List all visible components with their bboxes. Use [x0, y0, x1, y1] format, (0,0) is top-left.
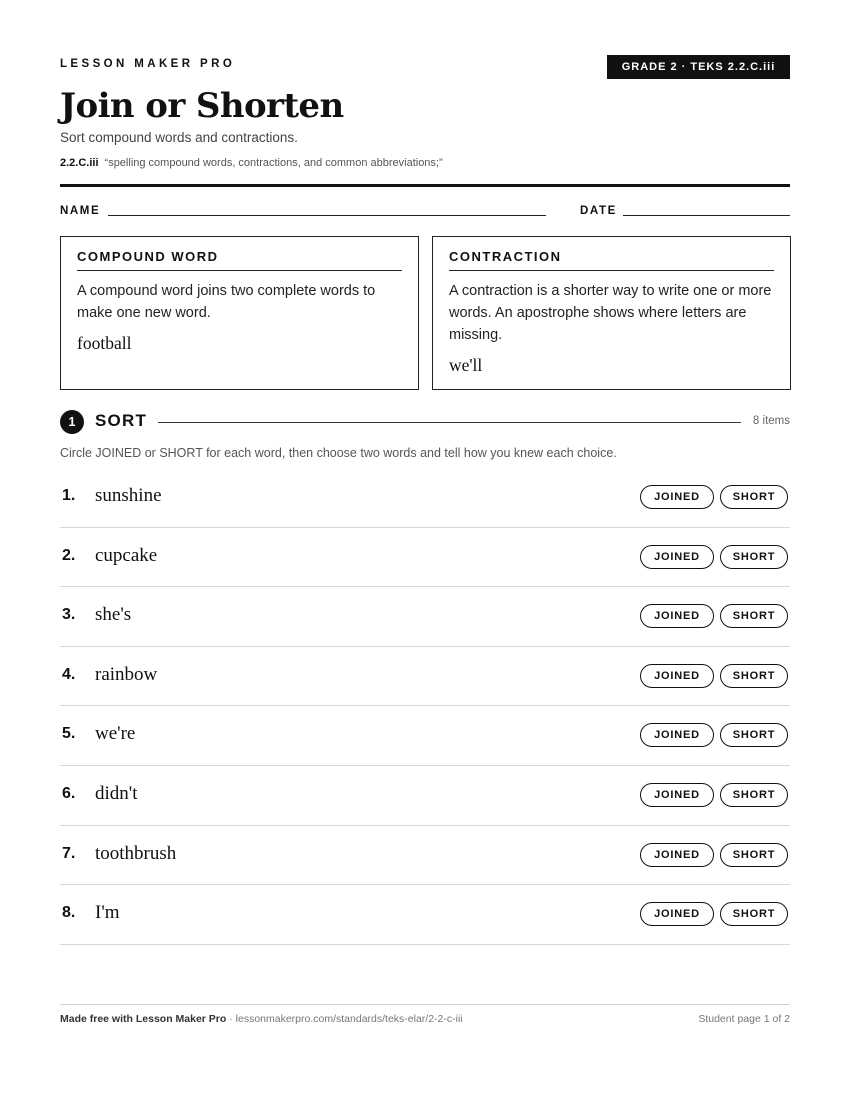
sort-item-row	[60, 826, 790, 886]
item-word: sunshine	[95, 485, 162, 506]
sort-item-row	[60, 528, 790, 588]
header-divider	[60, 184, 790, 187]
short-choice-pill[interactable]: SHORT	[720, 604, 788, 628]
footer-credit	[60, 1013, 463, 1025]
worksheet-title: Join or Shorten	[60, 86, 344, 126]
short-choice-pill[interactable]: SHORT	[720, 485, 788, 509]
compound-word-definition-box	[60, 236, 419, 390]
definition-text: A compound word joins two complete words to make one new word.	[77, 283, 376, 321]
joined-choice-pill[interactable]: JOINED	[640, 843, 714, 867]
sort-item-row	[60, 706, 790, 766]
date-input-line[interactable]	[623, 215, 790, 216]
joined-choice-pill[interactable]: JOINED	[640, 902, 714, 926]
grade-badge: GRADE 2 · TEKS 2.2.C.iii	[607, 55, 790, 79]
definition-example: we'll	[449, 355, 483, 375]
short-choice-pill[interactable]: SHORT	[720, 783, 788, 807]
name-label: NAME	[60, 205, 101, 217]
item-number: 8.	[62, 904, 76, 922]
section-number-badge: 1	[60, 410, 84, 434]
joined-choice-pill[interactable]: JOINED	[640, 664, 714, 688]
item-word: didn't	[95, 782, 138, 804]
item-word: she's	[95, 604, 132, 626]
footer-divider	[60, 1004, 790, 1005]
section-divider	[158, 422, 741, 423]
section-instructions: Circle JOINED or SHORT for each word, then choose two words and tell how you knew each choice.	[60, 446, 617, 460]
footer-url-link[interactable]: · lessonmakerpro.com/standards/teks-elar/2-2-c-iii	[226, 1013, 463, 1025]
item-word: cupcake	[95, 544, 158, 566]
joined-choice-pill[interactable]: JOINED	[640, 545, 714, 569]
standard-code: 2.2.C.iii	[60, 157, 99, 169]
joined-choice-pill[interactable]: JOINED	[640, 783, 714, 807]
definition-example: football	[77, 333, 132, 353]
short-choice-pill[interactable]: SHORT	[720, 843, 788, 867]
short-choice-pill[interactable]: SHORT	[720, 723, 788, 747]
item-number: 6.	[62, 784, 76, 802]
sort-item-row	[60, 647, 790, 707]
item-number: 4.	[62, 665, 76, 683]
short-choice-pill[interactable]: SHORT	[720, 902, 788, 926]
item-word: I'm	[95, 902, 120, 924]
sort-item-list	[60, 468, 790, 945]
standard-quote: “spelling compound words, contractions, and common abbreviations;”	[104, 157, 443, 169]
item-number: 7.	[62, 844, 76, 862]
item-count: 8 items	[752, 415, 790, 427]
footer-made-with: Made free with Lesson Maker Pro	[60, 1013, 227, 1025]
item-number: 3.	[62, 606, 76, 624]
joined-choice-pill[interactable]: JOINED	[640, 723, 714, 747]
footer-page-indicator: Student page 1 of 2	[698, 1013, 790, 1025]
joined-choice-pill[interactable]: JOINED	[640, 604, 714, 628]
item-word: rainbow	[95, 663, 158, 685]
definition-text: A contraction is a shorter way to write one or more words. An apostrophe shows where letters are missing.	[449, 283, 772, 343]
sort-item-row	[60, 885, 790, 945]
name-input-line[interactable]	[108, 215, 546, 216]
sort-item-row	[60, 468, 790, 528]
item-number: 5.	[62, 725, 76, 743]
contraction-definition-box	[432, 236, 791, 390]
short-choice-pill[interactable]: SHORT	[720, 545, 788, 569]
sort-item-row	[60, 766, 790, 826]
item-number: 1.	[62, 487, 76, 504]
standard-reference	[60, 157, 443, 169]
section-title: SORT	[95, 411, 148, 430]
sort-item-row	[60, 587, 790, 647]
date-label: DATE	[580, 205, 617, 217]
item-number: 2.	[62, 546, 76, 564]
brand-name: LESSON MAKER PRO	[60, 58, 236, 70]
definition-heading: CONTRACTION	[449, 249, 774, 271]
definition-heading: COMPOUND WORD	[77, 249, 402, 271]
item-word: we're	[95, 723, 136, 745]
joined-choice-pill[interactable]: JOINED	[640, 485, 714, 509]
worksheet-subtitle: Sort compound words and contractions.	[60, 130, 298, 145]
item-word: toothbrush	[95, 842, 177, 864]
short-choice-pill[interactable]: SHORT	[720, 664, 788, 688]
